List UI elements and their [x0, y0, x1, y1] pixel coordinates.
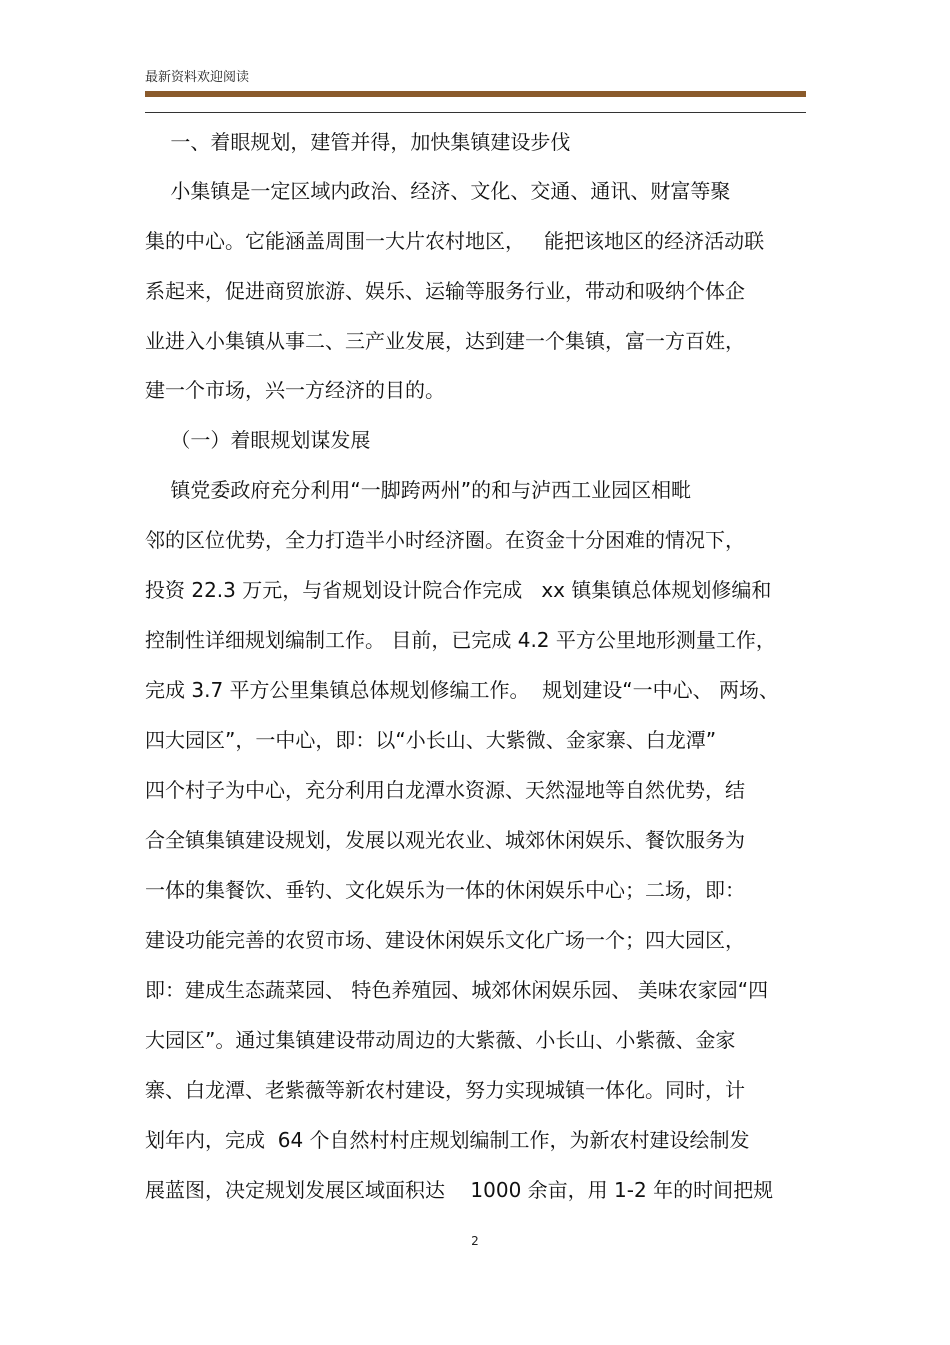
text-line: 镇党委政府充分利用“一脚跨两州”的和与泸西工业园区相毗 [145, 478, 692, 502]
text-line: 一体的集餐饮、垂钓、文化娱乐为一体的休闲娱乐中心；二场，即： [145, 878, 745, 902]
text-line: 一、着眼规划，建管并得，加快集镇建设步伐 [145, 130, 571, 154]
text-line: 小集镇是一定区域内政治、经济、文化、交通、通讯、财富等聚 [145, 179, 731, 203]
text-line: 建设功能完善的农贸市场、建设休闲娱乐文化广场一个；四大园区， [145, 928, 745, 952]
header-rule-thick [145, 91, 806, 97]
text-line: 集的中心。它能涵盖周围一大片农村地区， 能把该地区的经济活动联 [145, 229, 765, 253]
text-line: 投资 22.3 万元，与省规划设计院合作完成 xx 镇集镇总体规划修编和 [145, 578, 772, 602]
text-line: 业进入小集镇从事二、三产业发展，达到建一个集镇，富一方百姓， [145, 329, 745, 353]
text-line: 完成 3.7 平方公里集镇总体规划修编工作。 规划建设“一中心、 两场、 [145, 678, 779, 702]
text-line: 寨、白龙潭、老紫薇等新农村建设，努力实现城镇一体化。同时，计 [145, 1078, 745, 1102]
text-line: 建一个市场，兴一方经济的目的。 [145, 378, 445, 402]
header-rule-thin [145, 112, 806, 113]
text-line: 四个村子为中心，充分利用白龙潭水资源、天然湿地等自然优势，结 [145, 778, 745, 802]
text-line: 大园区”。通过集镇建设带动周边的大紫薇、小长山、小紫薇、金家 [145, 1028, 736, 1052]
text-line: 即：建成生态蔬菜园、 特色养殖园、城郊休闲娱乐园、 美味农家园“四 [145, 978, 769, 1002]
running-header: 最新资料欢迎阅读 [145, 70, 250, 85]
text-line: 展蓝图，决定规划发展区域面积达 1000 余亩，用 1-2 年的时间把规 [145, 1178, 774, 1202]
text-line: （一）着眼规划谋发展 [145, 428, 371, 452]
text-line: 合全镇集镇建设规划，发展以观光农业、城郊休闲娱乐、餐饮服务为 [145, 828, 745, 852]
text-line: 邻的区位优势，全力打造半小时经济圈。在资金十分困难的情况下， [145, 528, 745, 552]
page-number: 2 [471, 1234, 479, 1248]
text-line: 四大园区”，一中心，即：以“小长山、大紫微、金家寨、白龙潭” [145, 728, 717, 752]
text-line: 系起来，促进商贸旅游、娱乐、运输等服务行业，带动和吸纳个体企 [145, 279, 745, 303]
text-line: 控制性详细规划编制工作。 目前，已完成 4.2 平方公里地形测量工作， [145, 628, 776, 652]
text-line: 划年内，完成 64 个自然村村庄规划编制工作，为新农村建设绘制发 [145, 1128, 750, 1152]
